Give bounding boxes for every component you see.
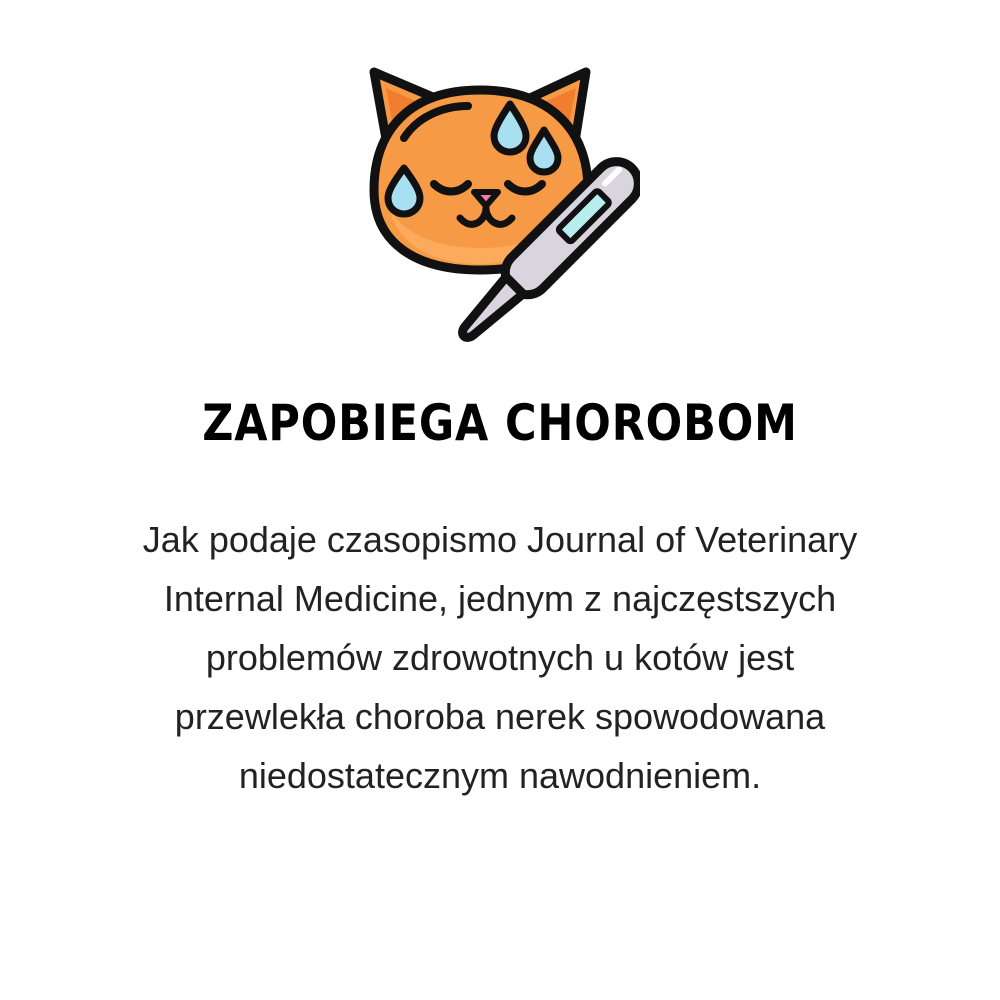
body-line: niedostatecznym nawodnieniem.	[238, 755, 762, 796]
page-title: ZAPOBIEGA CHOROBOM	[202, 394, 798, 452]
body-line: przewlekła choroba nerek spowodowana	[174, 696, 826, 737]
body-line: Jak podaje czasopismo Journal of Veterinary	[142, 519, 858, 560]
body-line: Internal Medicine, jednym z najczęstszych	[163, 578, 837, 619]
body-paragraph	[50, 510, 950, 805]
sick-cat-thermometer-icon	[360, 60, 640, 370]
body-line: problemów zdrowotnych u kotów jest	[205, 637, 795, 678]
